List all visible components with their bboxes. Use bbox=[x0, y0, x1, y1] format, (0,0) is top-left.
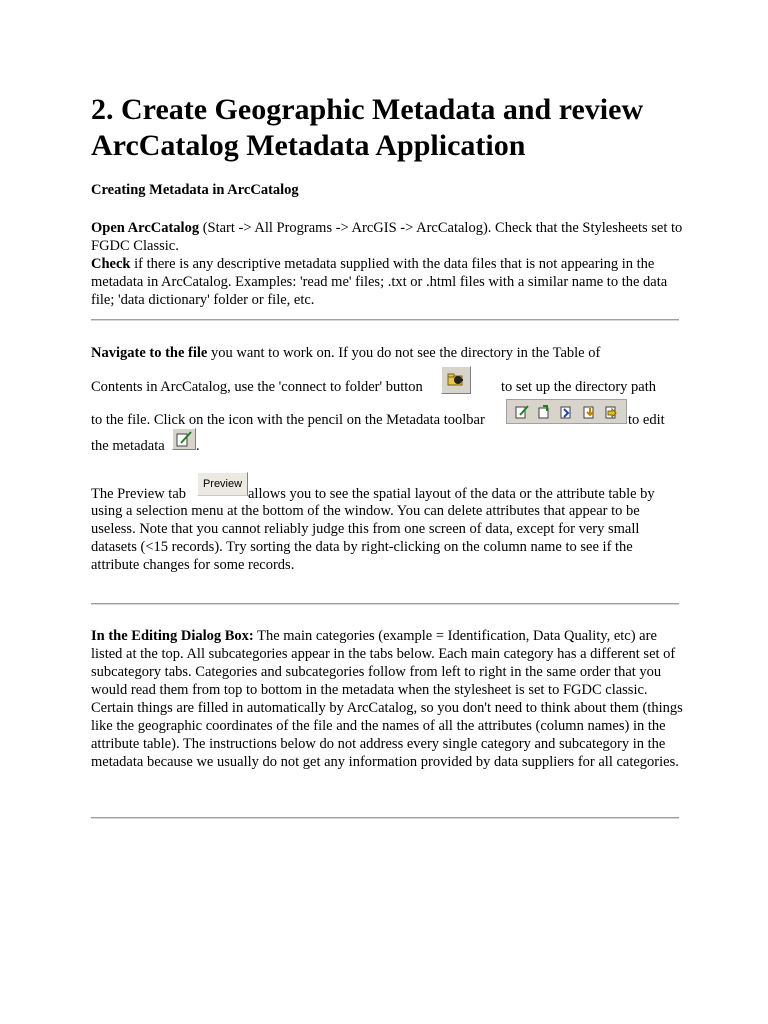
preview-tab[interactable]: Preview bbox=[197, 472, 248, 496]
navigate-line-2-end: to set up the directory path bbox=[501, 379, 657, 395]
navigate-line-2: Contents in ArcCatalog, use the 'connect to folder' button bbox=[91, 379, 423, 395]
navigate-text: you want to work on. If you do not see the directory in the Table of bbox=[207, 345, 601, 361]
metadata-toolbar bbox=[506, 399, 627, 424]
edit-metadata-icon[interactable] bbox=[172, 428, 196, 450]
editing-dialog-paragraph bbox=[91, 627, 683, 771]
navigate-label: Navigate to the file bbox=[91, 345, 208, 361]
page-title: 2. Create Geographic Metadata and review ArcCatalog Metadata Application bbox=[91, 93, 644, 162]
properties-icon[interactable] bbox=[536, 404, 552, 420]
export-metadata-icon[interactable] bbox=[581, 404, 597, 420]
open-arccatalog-paragraph bbox=[91, 219, 683, 309]
check-label: Check bbox=[91, 256, 131, 272]
preview-paragraph: using a selection menu at the bottom of the window. You can delete attributes that appear to be useless. Note that you cannot reliably judge this from one screen of data, except for very small datasets (<15 records). Try sorting the data by right-clicking on the column name to see if the attribute changes for some records. bbox=[91, 503, 640, 573]
check-text: if there is any descriptive metadata supplied with the data files that is not appearing in the metadata in ArcCatalog. Examples: 'read me' files; .txt or .html files with a similar name to the data file; 'data dictionary' folder or file, etc. bbox=[91, 256, 668, 308]
divider bbox=[91, 603, 679, 605]
preview-line-1: The Preview tab bbox=[91, 486, 187, 502]
open-arccatalog-label: Open ArcCatalog bbox=[91, 220, 200, 236]
subheading: Creating Metadata in ArcCatalog bbox=[91, 182, 299, 198]
navigate-line-4: the metadata bbox=[91, 438, 165, 454]
navigate-line-4-end: . bbox=[196, 438, 200, 454]
divider bbox=[91, 817, 679, 819]
open-arccatalog-text: (Start -> All Programs -> ArcGIS -> ArcCatalog). Check that the Stylesheets set to FGDC Classic. bbox=[91, 220, 683, 254]
create-update-metadata-icon[interactable] bbox=[603, 404, 619, 420]
navigate-line-3-end: to edit bbox=[628, 412, 665, 428]
editing-dialog-label: In the Editing Dialog Box: bbox=[91, 628, 254, 644]
edit-metadata-icon[interactable] bbox=[514, 404, 530, 420]
navigate-line-1 bbox=[91, 344, 600, 362]
editing-dialog-text: The main categories (example = Identification, Data Quality, etc) are listed at the top. All subcategories appear in the tabs below. Each main category has a different set of subcategory tabs. Categories and subcategories follow from left to right in the same order that you would read them from top to bottom in the metadata when the stylesheet is set to FGDC classic. Certain things are filled in automatically by ArcCatalog, so you don't need to think about them (things like the geographic coordinates of the file and the names of all the attributes (column names) in the attribute table). The instructions below do not address every single category and subcategory in the metadata because we usually do not get any information provided by data suppliers for all categories. bbox=[91, 628, 683, 770]
connect-to-folder-icon[interactable] bbox=[441, 366, 471, 394]
import-metadata-icon[interactable] bbox=[558, 404, 574, 420]
divider bbox=[91, 319, 679, 321]
preview-line-1-end: allows you to see the spatial layout of the data or the attribute table by bbox=[248, 486, 655, 502]
navigate-line-3: to the file. Click on the icon with the pencil on the Metadata toolbar bbox=[91, 412, 485, 428]
